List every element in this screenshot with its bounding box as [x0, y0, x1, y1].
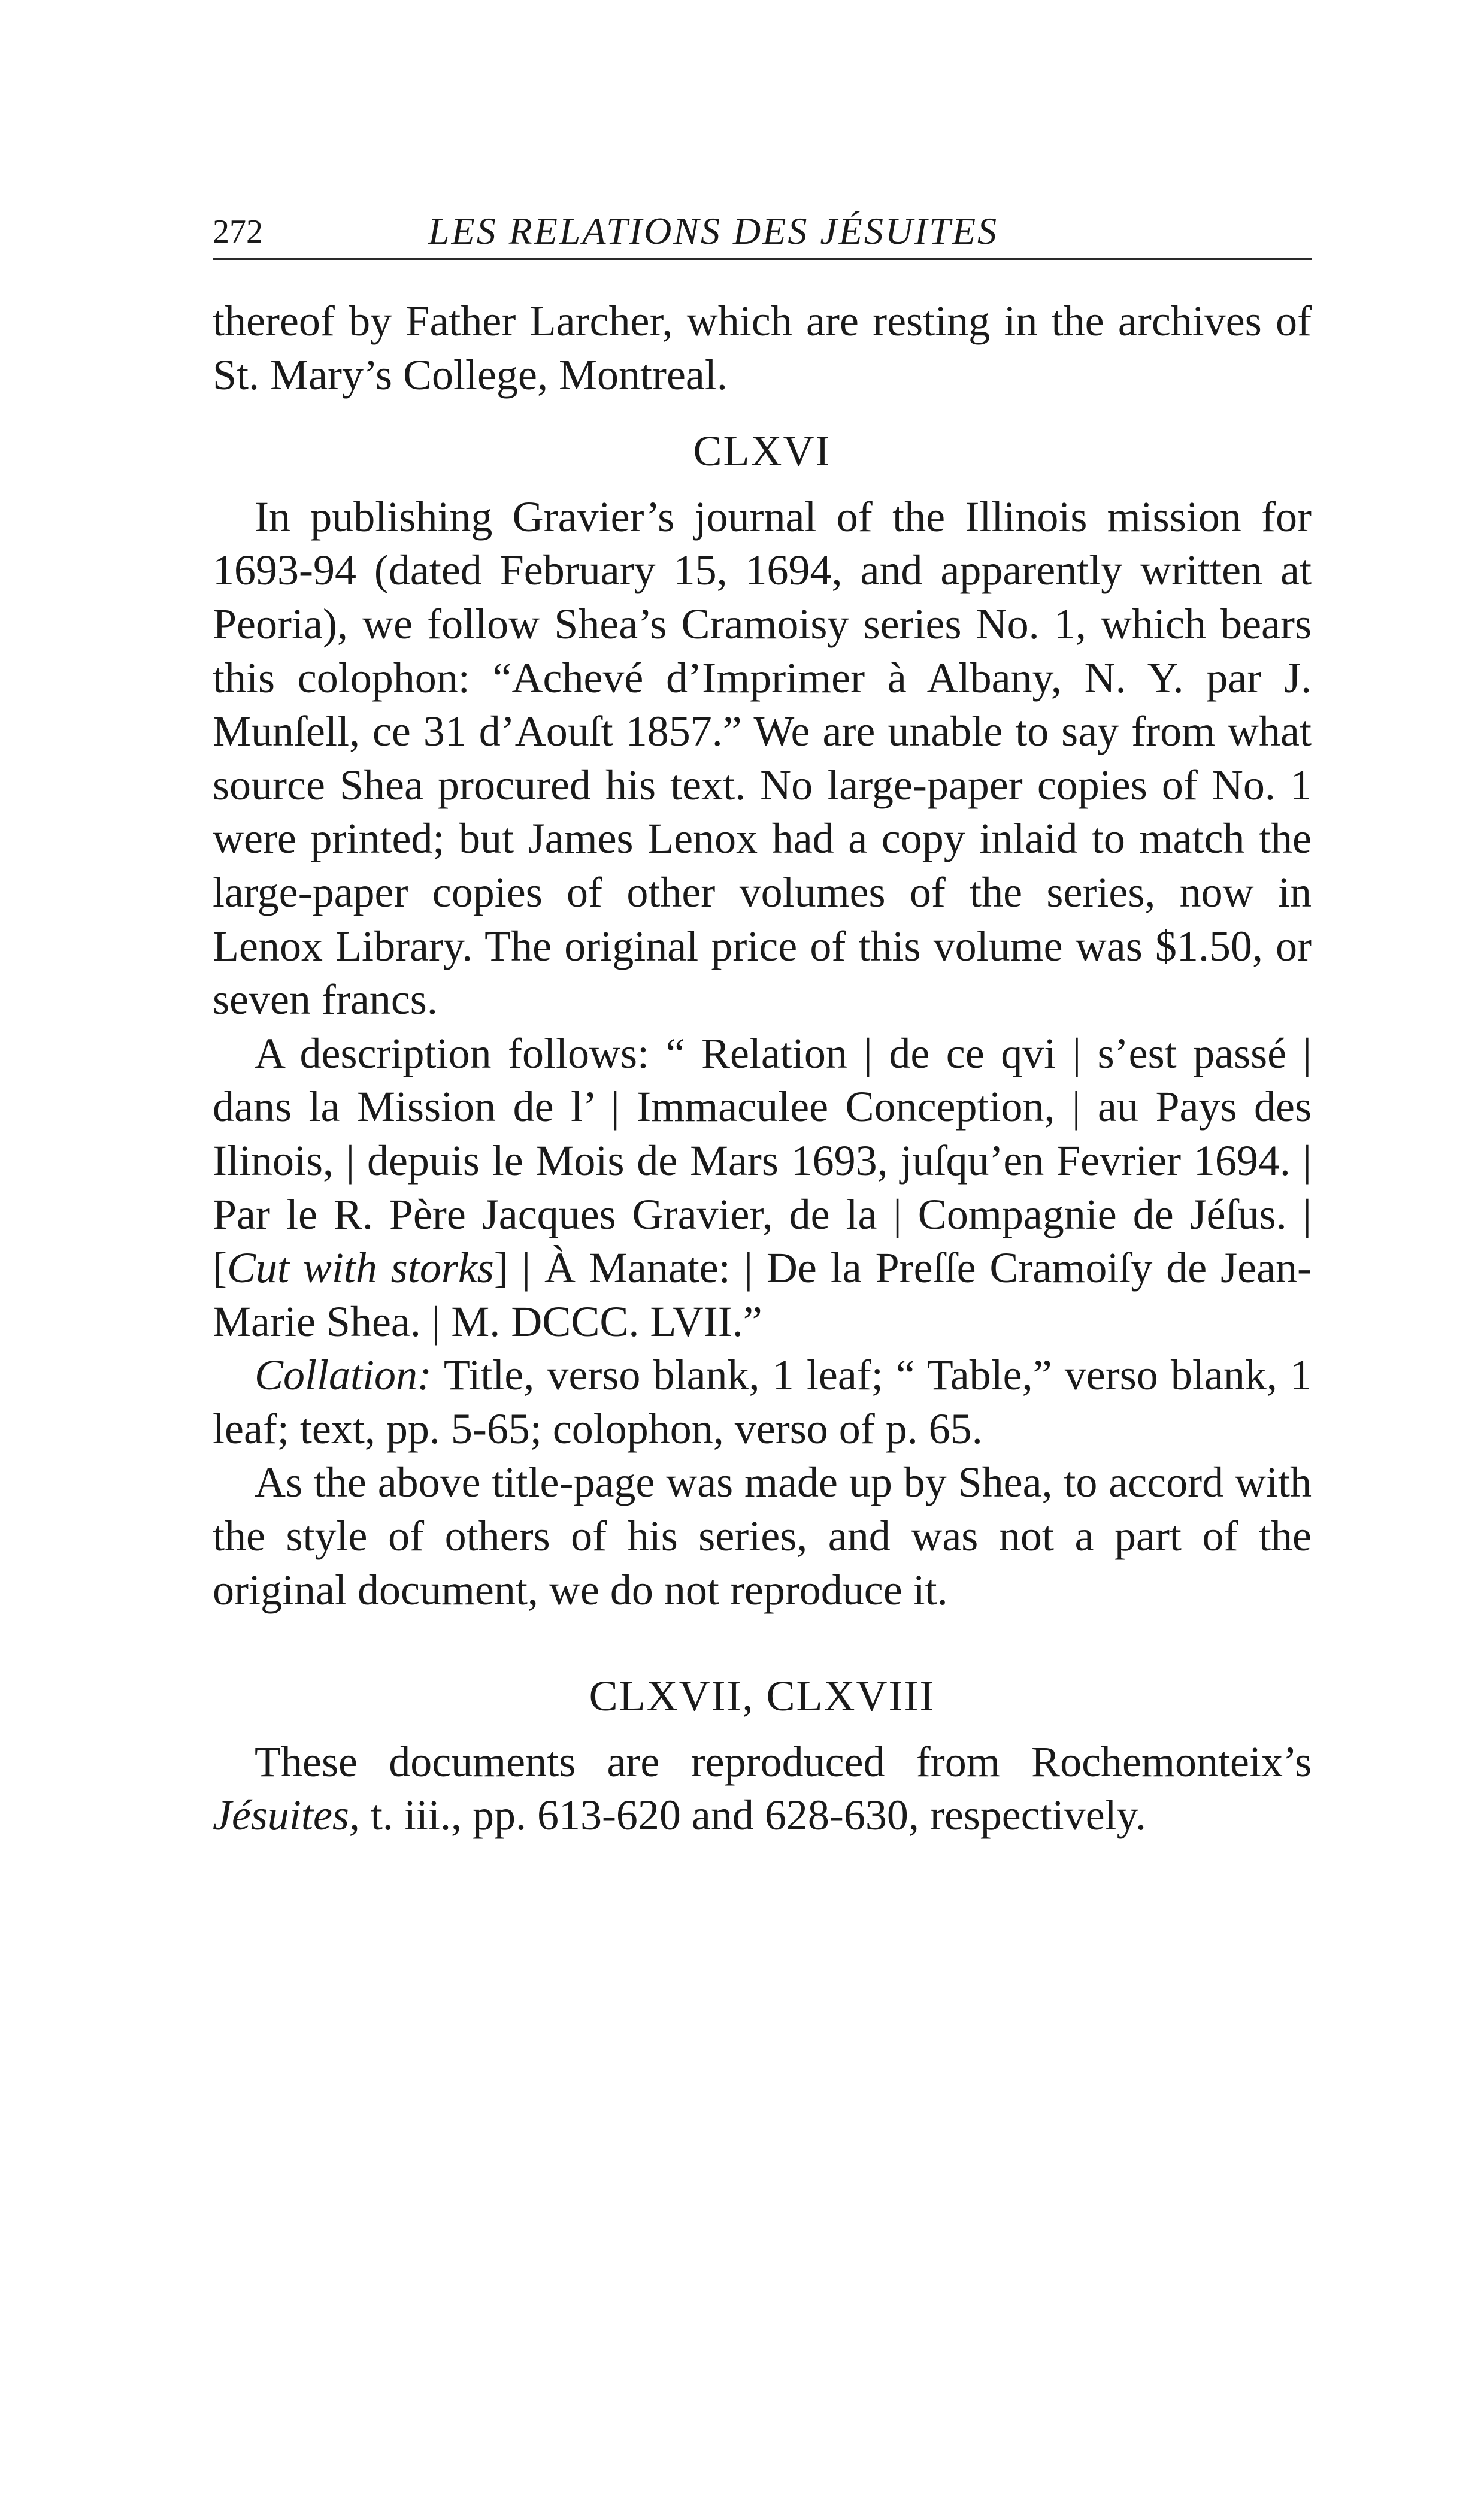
- running-title: LES RELATIONS DES JÉSUITES: [428, 210, 999, 252]
- page-body: [213, 295, 1312, 1843]
- section-heading-clxvii-clxviii: CLXVII, CLXVIII: [589, 1672, 935, 1720]
- title-page-note-paragraph: As the above title-page was made up by Shea, to accord with the style of others of his series, and was not a part of the original document, we do not reproduce it.: [213, 1458, 1312, 1614]
- description-italic-text: Cut with storks: [226, 1244, 494, 1292]
- source-text-start: These documents are reproduced from Rochemonteix’s: [255, 1737, 1312, 1786]
- source-text-end: t. iii., pp. 613-620 and 628-630, respectively.: [359, 1791, 1147, 1840]
- description-text-end: ] | À Manate: | De la Preſſe Cramoiſy de Jean-Marie Shea. | M. DCCC. LVII.”: [213, 1244, 1312, 1346]
- running-header: [213, 204, 1312, 260]
- collation-text: Title, verso blank, 1 leaf; “ Table,” verso blank, 1 leaf; text, pp. 5-65; colophon, verso of p. 65.: [213, 1351, 1312, 1453]
- gravier-journal-paragraph: In publishing Gravier’s journal of the Illinois mission for 1693-94 (dated February 15, 1694, and apparently written at Peoria), we follow Shea’s Cramoisy series No. 1, which bears this colophon: “Achevé d’Imprimer à Albany, N. Y. par J. Munſell, ce 31 d’Aouſt 1857.” We are unable to say from what source Shea procured his text. No large-paper copies of No. 1 were printed; but James Lenox had a copy inlaid to match the large-paper copies of other volumes of the series, now in Lenox Library. The original price of this volume was $1.50, or seven francs.: [213, 492, 1312, 1024]
- source-italic-title: Jésuites,: [213, 1791, 360, 1840]
- collation-paragraph: [213, 1349, 1312, 1456]
- description-paragraph: [213, 1027, 1312, 1349]
- collation-label: Collation:: [255, 1351, 432, 1400]
- continuation-paragraph: thereof by Father Larcher, which are resting in the archives of St. Mary’s College, Montreal.: [213, 297, 1312, 399]
- description-text-start: A description follows: “ Relation | de ce qvi | s’est passé | dans la Mission de l’ | Immaculee Conception, | au Pays des Ilinois, | depuis le Mois de Mars 1693, juſqu’en Fevrier 1694. | Par le R. Père Jacques Gravier, de la | Compagnie de Jéſus. | [: [213, 1029, 1312, 1292]
- section-heading-clxvi: CLXVI: [693, 427, 831, 475]
- page-number: 272: [213, 213, 263, 250]
- documents-source-paragraph: [213, 1735, 1312, 1843]
